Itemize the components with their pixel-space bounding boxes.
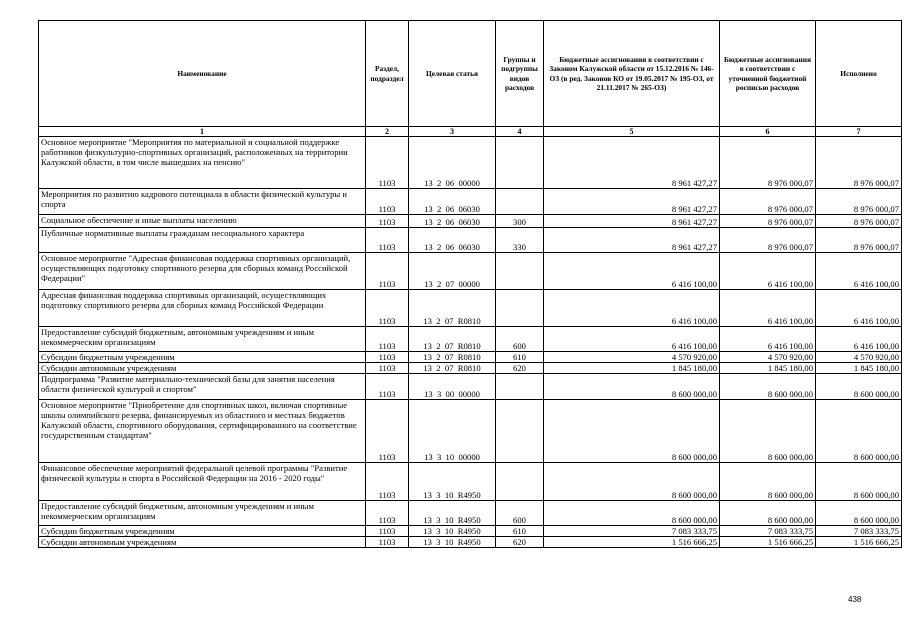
row-executed: 1 845 180,00 — [816, 363, 902, 374]
row-law-allocation: 6 416 100,00 — [544, 327, 720, 352]
table-row — [39, 327, 902, 352]
row-executed: 8 976 000,07 — [816, 137, 902, 189]
row-group: 600 — [496, 327, 544, 352]
row-law-allocation: 4 570 920,00 — [544, 352, 720, 363]
row-group: 620 — [496, 537, 544, 548]
row-section: 1103 — [366, 327, 409, 352]
row-law-allocation: 1 845 180,00 — [544, 363, 720, 374]
row-law-allocation: 8 600 000,00 — [544, 463, 720, 501]
header-executed: Исполнено — [816, 21, 902, 127]
row-law-allocation: 8 961 427,27 — [544, 228, 720, 253]
row-target: 13 2 07 R0810 — [409, 352, 496, 363]
table-row — [39, 290, 902, 327]
row-section: 1103 — [366, 501, 409, 526]
row-refined-allocation: 8 976 000,07 — [720, 137, 816, 189]
table-row — [39, 463, 902, 501]
row-law-allocation: 7 083 333,75 — [544, 526, 720, 537]
row-target: 13 2 07 R0810 — [409, 363, 496, 374]
row-executed: 8 600 000,00 — [816, 374, 902, 400]
row-name: Основное мероприятие "Адресная финансовая поддержка спортивных организаций, осуществляющих подготовку спортивного резерва для сборных команд Российской Федерации" — [39, 253, 366, 290]
row-name: Основное мероприятие "Мероприятия по материальной и социальной поддержке работников физкультурно-спортивных организаций, расположенных на территории Калужской области, в том числе вышедших на пенсию" — [39, 137, 366, 189]
row-section: 1103 — [366, 526, 409, 537]
row-law-allocation: 8 961 427,27 — [544, 215, 720, 228]
row-group — [496, 253, 544, 290]
row-refined-allocation: 8 600 000,00 — [720, 501, 816, 526]
row-name: Социальное обеспечение и иные выплаты населению — [39, 215, 366, 228]
row-section: 1103 — [366, 290, 409, 327]
row-executed: 6 416 100,00 — [816, 290, 902, 327]
row-target: 13 3 00 00000 — [409, 374, 496, 400]
column-number: 5 — [544, 127, 720, 137]
row-target: 13 2 06 00000 — [409, 137, 496, 189]
row-section: 1103 — [366, 400, 409, 463]
table-row — [39, 400, 902, 463]
row-law-allocation: 8 600 000,00 — [544, 400, 720, 463]
row-target: 13 2 07 R0810 — [409, 327, 496, 352]
row-group: 300 — [496, 215, 544, 228]
row-name: Финансовое обеспечение мероприятий федеральной целевой программы "Развитие физической культуры и спорта в Российской Федерации на 2016 - 2020 годы" — [39, 463, 366, 501]
row-executed: 6 416 100,00 — [816, 253, 902, 290]
row-executed: 6 416 100,00 — [816, 327, 902, 352]
row-section: 1103 — [366, 537, 409, 548]
row-refined-allocation: 6 416 100,00 — [720, 327, 816, 352]
row-section: 1103 — [366, 374, 409, 400]
header-name: Наименование — [39, 21, 366, 127]
row-target: 13 3 10 R4950 — [409, 463, 496, 501]
row-name: Субсидии автономным учреждениям — [39, 537, 366, 548]
row-refined-allocation: 8 600 000,00 — [720, 400, 816, 463]
table-row — [39, 189, 902, 215]
row-executed: 8 600 000,00 — [816, 400, 902, 463]
row-target: 13 2 06 06030 — [409, 228, 496, 253]
row-group — [496, 374, 544, 400]
column-number: 3 — [409, 127, 496, 137]
table-row — [39, 526, 902, 537]
row-refined-allocation: 8 976 000,07 — [720, 215, 816, 228]
row-refined-allocation: 7 083 333,75 — [720, 526, 816, 537]
row-group — [496, 137, 544, 189]
table-header-row — [39, 21, 902, 127]
row-target: 13 3 10 R4950 — [409, 537, 496, 548]
table-row — [39, 501, 902, 526]
row-group — [496, 400, 544, 463]
column-number: 4 — [496, 127, 544, 137]
row-refined-allocation: 1 845 180,00 — [720, 363, 816, 374]
budget-table-sheet — [38, 20, 902, 548]
row-refined-allocation: 8 976 000,07 — [720, 228, 816, 253]
row-target: 13 2 06 06030 — [409, 189, 496, 215]
table-row — [39, 228, 902, 253]
row-law-allocation: 8 600 000,00 — [544, 501, 720, 526]
row-name: Подпрограмма "Развитие материально-технической базы для занятия населения области физической культурой и спортом" — [39, 374, 366, 400]
row-refined-allocation: 4 570 920,00 — [720, 352, 816, 363]
column-number: 1 — [39, 127, 366, 137]
row-name: Адресная финансовая поддержка спортивных организаций, осуществляющих подготовку спортивного резерва для сборных команд Российской Федерации — [39, 290, 366, 327]
page-number: 438 — [848, 595, 862, 604]
row-law-allocation: 8 961 427,27 — [544, 189, 720, 215]
column-number: 6 — [720, 127, 816, 137]
row-executed: 4 570 920,00 — [816, 352, 902, 363]
row-group: 330 — [496, 228, 544, 253]
row-name: Основное мероприятие "Приобретение для спортивных школ, включая спортивные школы олимпийского резерва, финансируемых из областного и местных бюджетов Калужской области, спортивного оборудования, сертифицированного на соответствие государственным стандартам" — [39, 400, 366, 463]
column-number: 7 — [816, 127, 902, 137]
table-row — [39, 363, 902, 374]
row-group — [496, 463, 544, 501]
row-target: 13 3 10 R4950 — [409, 501, 496, 526]
column-number-row — [39, 127, 902, 137]
row-group: 620 — [496, 363, 544, 374]
column-number: 2 — [366, 127, 409, 137]
row-section: 1103 — [366, 253, 409, 290]
row-name: Предоставление субсидий бюджетным, автономным учреждениям и иным некоммерческим организациям — [39, 501, 366, 526]
row-law-allocation: 6 416 100,00 — [544, 290, 720, 327]
row-group — [496, 290, 544, 327]
row-executed: 8 976 000,07 — [816, 189, 902, 215]
row-group: 610 — [496, 352, 544, 363]
table-row — [39, 537, 902, 548]
row-refined-allocation: 8 976 000,07 — [720, 189, 816, 215]
row-name: Мероприятия по развитию кадрового потенциала в области физической культуры и спорта — [39, 189, 366, 215]
row-refined-allocation: 6 416 100,00 — [720, 253, 816, 290]
row-refined-allocation: 6 416 100,00 — [720, 290, 816, 327]
row-target: 13 2 07 R0810 — [409, 290, 496, 327]
row-law-allocation: 8 600 000,00 — [544, 374, 720, 400]
row-law-allocation: 8 961 427,27 — [544, 137, 720, 189]
table-row — [39, 137, 902, 189]
row-section: 1103 — [366, 137, 409, 189]
budget-execution-table — [38, 20, 902, 548]
row-law-allocation: 1 516 666,25 — [544, 537, 720, 548]
row-target: 13 2 07 00000 — [409, 253, 496, 290]
row-law-allocation: 6 416 100,00 — [544, 253, 720, 290]
table-row — [39, 352, 902, 363]
row-name: Субсидии автономным учреждениям — [39, 363, 366, 374]
header-group: Группы и подгруппы видов расходов — [496, 21, 544, 127]
header-law-allocation: Бюджетные ассигнования в соответствии с Законом Калужской области от 15.12.2016 № 146-ОЗ (в ред. Законов КО от 19.05.2017 № 195-ОЗ, от 21.11.2017 № 265-ОЗ) — [544, 21, 720, 127]
header-section: Раздел, подраздел — [366, 21, 409, 127]
row-section: 1103 — [366, 189, 409, 215]
row-section: 1103 — [366, 228, 409, 253]
row-refined-allocation: 8 600 000,00 — [720, 463, 816, 501]
row-name: Публичные нормативные выплаты гражданам несоциального характера — [39, 228, 366, 253]
row-executed: 8 976 000,07 — [816, 215, 902, 228]
row-target: 13 3 10 00000 — [409, 400, 496, 463]
row-name: Субсидии бюджетным учреждениям — [39, 526, 366, 537]
row-executed: 7 083 333,75 — [816, 526, 902, 537]
row-section: 1103 — [366, 463, 409, 501]
row-name: Субсидии бюджетным учреждениям — [39, 352, 366, 363]
row-section: 1103 — [366, 363, 409, 374]
table-row — [39, 215, 902, 228]
row-group: 610 — [496, 526, 544, 537]
header-target: Целевая статья — [409, 21, 496, 127]
table-row — [39, 374, 902, 400]
row-executed: 8 976 000,07 — [816, 228, 902, 253]
header-refined-allocation: Бюджетные ассигнования в соответствии с уточненной бюджетной росписью расходов — [720, 21, 816, 127]
row-executed: 8 600 000,00 — [816, 501, 902, 526]
row-name: Предоставление субсидий бюджетным, автономным учреждениям и иным некоммерческим организациям — [39, 327, 366, 352]
row-section: 1103 — [366, 352, 409, 363]
row-group — [496, 189, 544, 215]
row-section: 1103 — [366, 215, 409, 228]
row-group: 600 — [496, 501, 544, 526]
table-row — [39, 253, 902, 290]
row-target: 13 3 10 R4950 — [409, 526, 496, 537]
row-executed: 1 516 666,25 — [816, 537, 902, 548]
row-target: 13 2 06 06030 — [409, 215, 496, 228]
row-executed: 8 600 000,00 — [816, 463, 902, 501]
row-refined-allocation: 1 516 666,25 — [720, 537, 816, 548]
row-refined-allocation: 8 600 000,00 — [720, 374, 816, 400]
